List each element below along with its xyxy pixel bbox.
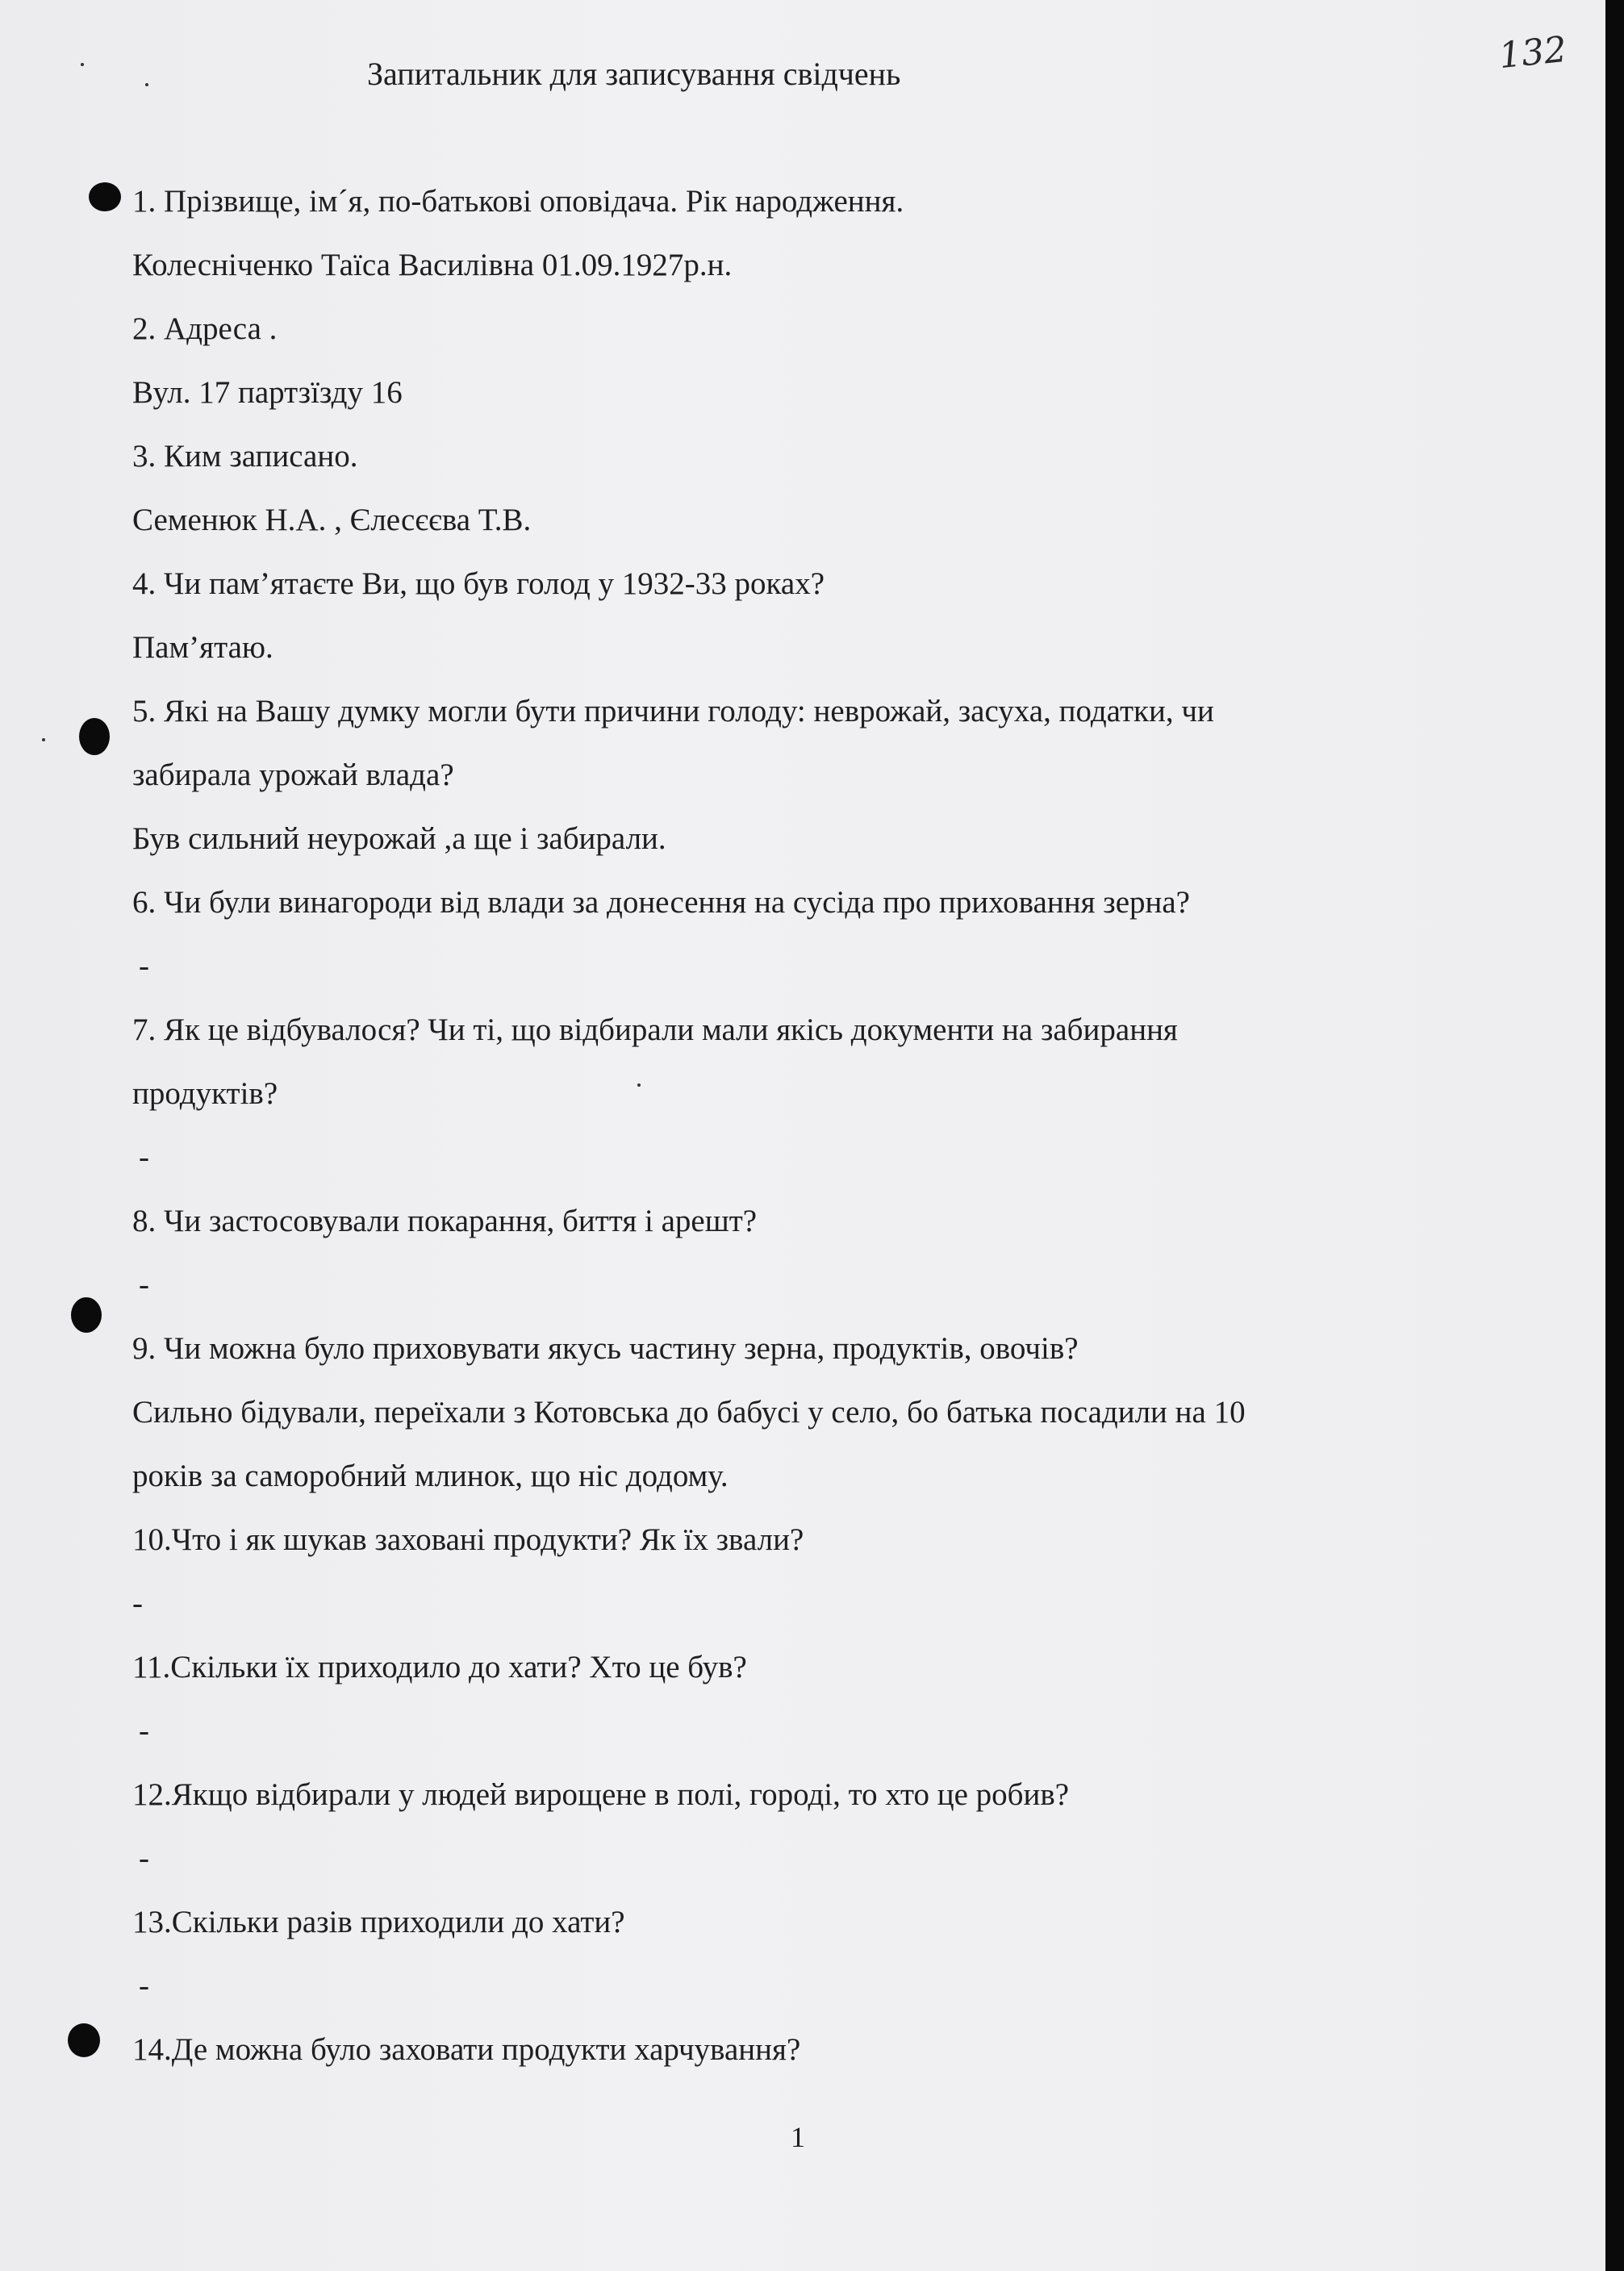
answer-12: - — [139, 1841, 149, 1876]
question-7-line-1: 7. Як це відбувалося? Чи ті, що відбирали мали якісь документи на забирання — [132, 1012, 1178, 1047]
answer-4: Пам’ятаю. — [132, 630, 273, 665]
question-13: 13.Скільки разів приходили до хати? — [132, 1905, 625, 1939]
answer-11: - — [139, 1714, 149, 1748]
question-11: 11.Скільки їх приходило до хати? Хто це був? — [132, 1650, 747, 1684]
punch-hole — [68, 2023, 100, 2057]
question-10: 10.Что і як шукав заховані продукти? Як їх звали? — [132, 1522, 804, 1557]
speck — [145, 83, 148, 86]
question-2: 2. Адреса . — [132, 311, 278, 346]
question-14: 14.Де можна було заховати продукти харчування? — [132, 2032, 801, 2067]
speck — [42, 738, 45, 741]
question-9: 9. Чи можна було приховувати якусь частину зерна, продуктів, овочів? — [132, 1331, 1079, 1366]
speck — [81, 63, 84, 66]
speck — [637, 1083, 641, 1087]
question-12: 12.Якщо відбирали у людей вирощене в полі, городі, то хто це робив? — [132, 1777, 1070, 1812]
question-7-line-2: продуктів? — [132, 1076, 278, 1111]
answer-8: - — [139, 1267, 149, 1302]
question-1: 1. Прізвище, ім´я, по-батькові оповідача. Рік народження. — [132, 184, 904, 219]
question-3: 3. Ким записано. — [132, 439, 358, 474]
answer-5: Був сильний неурожай ,а ще і забирали. — [132, 821, 666, 856]
answer-3: Семенюк Н.А. , Єлесєєва Т.В. — [132, 503, 532, 537]
answer-13: - — [139, 1968, 149, 2003]
answer-9-line-1: Сильно бідували, переїхали з Котовська до бабусі у село, бо батька посадили на 10 — [132, 1395, 1246, 1430]
answer-6: - — [139, 949, 149, 983]
question-8: 8. Чи застосовували покарання, биття і арешт? — [132, 1204, 758, 1238]
punch-hole — [79, 718, 110, 755]
answer-10: - — [132, 1586, 143, 1621]
answer-2: Вул. 17 партзїзду 16 — [132, 375, 403, 410]
punch-hole — [89, 182, 121, 211]
answer-1: Колесніченко Таїса Василівна 01.09.1927р.н. — [132, 248, 733, 282]
answer-9-line-2: років за саморобний млинок, що ніс додому. — [132, 1459, 729, 1493]
page-number: 1 — [791, 2121, 805, 2153]
handwritten-page-ref: 132 — [1497, 28, 1569, 77]
question-5-line-2: забирала урожай влада? — [132, 758, 454, 792]
question-6: 6. Чи були винагороди від влади за донесення на сусіда про приховання зерна? — [132, 885, 1190, 920]
answer-7: - — [139, 1140, 149, 1175]
question-4: 4. Чи пам’ятаєте Ви, що був голод у 1932-33 роках? — [132, 566, 825, 601]
question-5-line-1: 5. Які на Вашу думку могли бути причини голоду: неврожай, засуха, податки, чи — [132, 694, 1214, 728]
scan-border — [1605, 0, 1624, 2271]
punch-hole — [71, 1297, 102, 1333]
document-title: Запитальник для записування свідчень — [367, 56, 901, 92]
